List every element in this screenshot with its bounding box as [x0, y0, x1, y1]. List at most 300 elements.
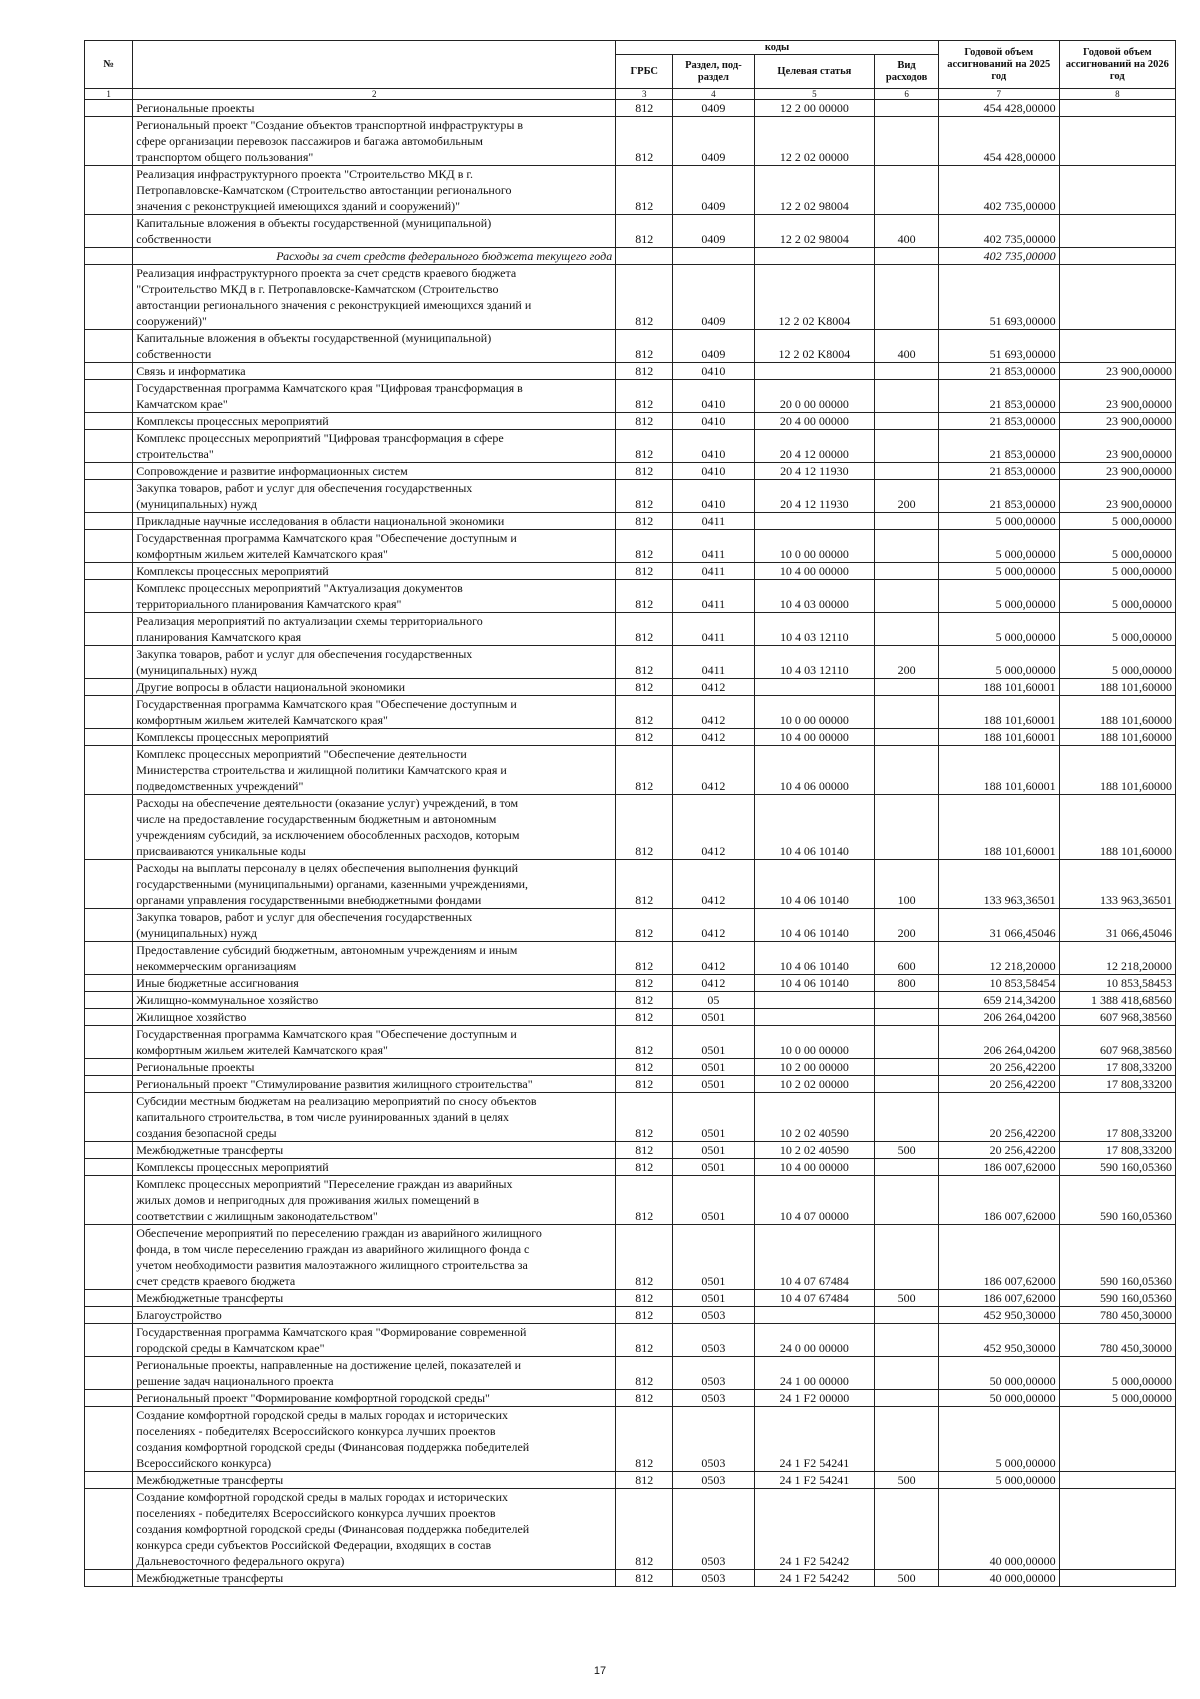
- table-row: [85, 729, 1176, 746]
- row-section-cell: 0410: [673, 380, 754, 413]
- row-name-cell: Прикладные научные исследования в области национальной экономики: [133, 513, 616, 530]
- row-grbs-cell: 812: [616, 1407, 673, 1472]
- row-target-cell: 10 0 00 00000: [754, 1026, 875, 1059]
- row-name-cell: Создание комфортной городской среды в малых городах и исторических поселениях - победителях Всероссийского конкурса лучших проектов создания комфортной городской среды (Финансовая поддержка победителей Всероссийского конкурса): [133, 1407, 616, 1472]
- row-vol-2025-cell: 186 007,62000: [938, 1290, 1059, 1307]
- table-row: [85, 1009, 1176, 1026]
- row-number-cell: [85, 1059, 133, 1076]
- row-target-cell: 10 4 06 00000: [754, 746, 875, 795]
- row-number-cell: [85, 117, 133, 166]
- row-kind-cell: [875, 729, 939, 746]
- row-vol-2025-cell: 5 000,00000: [938, 563, 1059, 580]
- row-kind-cell: 600: [875, 942, 939, 975]
- row-number-cell: [85, 330, 133, 363]
- row-kind-cell: [875, 746, 939, 795]
- row-grbs-cell: 812: [616, 330, 673, 363]
- row-number-cell: [85, 860, 133, 909]
- table-row: [85, 1489, 1176, 1570]
- row-grbs-cell: 812: [616, 860, 673, 909]
- row-section-cell: 0501: [673, 1059, 754, 1076]
- row-grbs-cell: 812: [616, 1307, 673, 1324]
- row-section-cell: 0503: [673, 1357, 754, 1390]
- row-number-cell: [85, 1324, 133, 1357]
- row-number-cell: [85, 1225, 133, 1290]
- row-name-cell: Региональный проект "Стимулирование развития жилищного строительства": [133, 1076, 616, 1093]
- row-target-cell: [754, 513, 875, 530]
- row-vol-2026-cell: [1059, 330, 1175, 363]
- row-section-cell: 0501: [673, 1290, 754, 1307]
- row-vol-2026-cell: 17 808,33200: [1059, 1059, 1175, 1076]
- row-section-cell: 0503: [673, 1390, 754, 1407]
- row-target-cell: 24 1 00 00000: [754, 1357, 875, 1390]
- row-section-cell: 0410: [673, 463, 754, 480]
- row-name-cell: Межбюджетные трансферты: [133, 1570, 616, 1587]
- row-name-cell: Региональные проекты: [133, 1059, 616, 1076]
- row-name-cell: Обеспечение мероприятий по переселению граждан из аварийного жилищного фонда, в том числе переселению граждан из аварийного жилищного фонда с учетом необходимости развития малоэтажного жилищного строительства за счет средств краевого бюджета: [133, 1225, 616, 1290]
- row-vol-2026-cell: [1059, 248, 1175, 265]
- row-section-cell: 0409: [673, 265, 754, 330]
- row-vol-2026-cell: 5 000,00000: [1059, 513, 1175, 530]
- row-name-cell: Государственная программа Камчатского края "Обеспечение доступным и комфортным жильем жителей Камчатского края": [133, 1026, 616, 1059]
- row-vol-2025-cell: 21 853,00000: [938, 380, 1059, 413]
- row-target-cell: 24 0 00 00000: [754, 1324, 875, 1357]
- col-number: 5: [754, 89, 875, 100]
- table-body: [85, 100, 1176, 1587]
- row-section-cell: 0503: [673, 1307, 754, 1324]
- row-vol-2025-cell: 188 101,60001: [938, 795, 1059, 860]
- row-grbs-cell: 812: [616, 1026, 673, 1059]
- row-target-cell: 10 4 07 67484: [754, 1290, 875, 1307]
- table-row: [85, 215, 1176, 248]
- row-kind-cell: [875, 679, 939, 696]
- row-section-cell: 0412: [673, 909, 754, 942]
- header-kind: Вид расходов: [875, 55, 939, 89]
- row-target-cell: 24 1 F2 54241: [754, 1472, 875, 1489]
- row-grbs-cell: [616, 248, 673, 265]
- row-vol-2026-cell: [1059, 100, 1175, 117]
- row-name-cell: Благоустройство: [133, 1307, 616, 1324]
- row-grbs-cell: 812: [616, 646, 673, 679]
- row-vol-2025-cell: 402 735,00000: [938, 215, 1059, 248]
- row-name-cell: Связь и информатика: [133, 363, 616, 380]
- row-vol-2025-cell: 206 264,04200: [938, 1026, 1059, 1059]
- row-number-cell: [85, 909, 133, 942]
- row-name-cell: Комплекс процессных мероприятий "Актуализация документов территориального планирования Камчатского края": [133, 580, 616, 613]
- row-target-cell: 20 0 00 00000: [754, 380, 875, 413]
- budget-document: [84, 40, 1176, 1587]
- row-vol-2026-cell: 590 160,05360: [1059, 1159, 1175, 1176]
- row-name-cell: Региональные проекты: [133, 100, 616, 117]
- table-row: [85, 563, 1176, 580]
- row-vol-2025-cell: 51 693,00000: [938, 330, 1059, 363]
- table-row: [85, 1225, 1176, 1290]
- col-number: 3: [616, 89, 673, 100]
- row-vol-2025-cell: 452 950,30000: [938, 1307, 1059, 1324]
- row-section-cell: 0409: [673, 166, 754, 215]
- table-row: [85, 413, 1176, 430]
- row-kind-cell: 200: [875, 480, 939, 513]
- row-vol-2026-cell: 188 101,60000: [1059, 696, 1175, 729]
- row-grbs-cell: 812: [616, 1472, 673, 1489]
- row-name-cell: Государственная программа Камчатского края "Обеспечение доступным и комфортным жильем жителей Камчатского края": [133, 696, 616, 729]
- row-number-cell: [85, 380, 133, 413]
- row-name-cell: Комплексы процессных мероприятий: [133, 729, 616, 746]
- row-grbs-cell: 812: [616, 513, 673, 530]
- row-kind-cell: 200: [875, 646, 939, 679]
- row-vol-2026-cell: 23 900,00000: [1059, 480, 1175, 513]
- row-number-cell: [85, 580, 133, 613]
- row-target-cell: 10 2 02 40590: [754, 1142, 875, 1159]
- row-name-cell: Межбюджетные трансферты: [133, 1290, 616, 1307]
- header-vol-2026: Годовой объем ассигнований на 2026 год: [1059, 41, 1175, 89]
- row-name-cell: Другие вопросы в области национальной экономики: [133, 679, 616, 696]
- table-row: [85, 646, 1176, 679]
- row-kind-cell: [875, 1307, 939, 1324]
- row-number-cell: [85, 1159, 133, 1176]
- row-grbs-cell: 812: [616, 463, 673, 480]
- row-name-cell: Предоставление субсидий бюджетным, автономным учреждениям и иным некоммерческим организациям: [133, 942, 616, 975]
- row-number-cell: [85, 1176, 133, 1225]
- row-vol-2025-cell: 402 735,00000: [938, 248, 1059, 265]
- row-vol-2025-cell: 21 853,00000: [938, 480, 1059, 513]
- row-grbs-cell: 812: [616, 679, 673, 696]
- row-number-cell: [85, 729, 133, 746]
- row-vol-2026-cell: 5 000,00000: [1059, 530, 1175, 563]
- row-name-cell: Капитальные вложения в объекты государственной (муниципальной) собственности: [133, 330, 616, 363]
- row-vol-2026-cell: [1059, 166, 1175, 215]
- row-kind-cell: 800: [875, 975, 939, 992]
- header-vol-2025: Годовой объем ассигнований на 2025 год: [938, 41, 1059, 89]
- row-kind-cell: [875, 513, 939, 530]
- table-row: [85, 166, 1176, 215]
- row-grbs-cell: 812: [616, 942, 673, 975]
- row-target-cell: 10 4 06 10140: [754, 942, 875, 975]
- row-vol-2025-cell: 188 101,60001: [938, 679, 1059, 696]
- row-number-cell: [85, 413, 133, 430]
- row-kind-cell: [875, 1009, 939, 1026]
- row-kind-cell: [875, 100, 939, 117]
- row-number-cell: [85, 1026, 133, 1059]
- row-number-cell: [85, 166, 133, 215]
- table-row: [85, 696, 1176, 729]
- row-number-cell: [85, 530, 133, 563]
- row-kind-cell: [875, 1324, 939, 1357]
- table-row: [85, 100, 1176, 117]
- row-kind-cell: 200: [875, 909, 939, 942]
- row-number-cell: [85, 430, 133, 463]
- row-target-cell: [754, 248, 875, 265]
- row-vol-2025-cell: 5 000,00000: [938, 580, 1059, 613]
- row-kind-cell: [875, 696, 939, 729]
- row-grbs-cell: 812: [616, 380, 673, 413]
- row-name-cell: Расходы на выплаты персоналу в целях обеспечения выполнения функций государственными (муниципальными) органами, казенными учреждениями, органами управления государственными внебюджетными фондами: [133, 860, 616, 909]
- row-vol-2026-cell: 17 808,33200: [1059, 1093, 1175, 1142]
- row-grbs-cell: 812: [616, 795, 673, 860]
- row-grbs-cell: 812: [616, 729, 673, 746]
- row-target-cell: 12 2 02 K8004: [754, 330, 875, 363]
- row-vol-2026-cell: 23 900,00000: [1059, 463, 1175, 480]
- row-section-cell: 0503: [673, 1324, 754, 1357]
- row-name-cell: Региональный проект "Создание объектов транспортной инфраструктуры в сфере организации перевозок пассажиров и багажа автомобильным транспортом общего пользования": [133, 117, 616, 166]
- col-number: 2: [133, 89, 616, 100]
- row-name-cell: Комплексы процессных мероприятий: [133, 563, 616, 580]
- row-vol-2026-cell: [1059, 215, 1175, 248]
- row-vol-2026-cell: 17 808,33200: [1059, 1076, 1175, 1093]
- row-vol-2025-cell: 186 007,62000: [938, 1159, 1059, 1176]
- row-name-cell: Иные бюджетные ассигнования: [133, 975, 616, 992]
- row-number-cell: [85, 696, 133, 729]
- row-number-cell: [85, 480, 133, 513]
- row-kind-cell: [875, 795, 939, 860]
- row-kind-cell: 500: [875, 1142, 939, 1159]
- row-section-cell: 0412: [673, 942, 754, 975]
- row-vol-2025-cell: 402 735,00000: [938, 166, 1059, 215]
- row-section-cell: 05: [673, 992, 754, 1009]
- row-vol-2025-cell: 50 000,00000: [938, 1390, 1059, 1407]
- row-number-cell: [85, 1093, 133, 1142]
- row-number-cell: [85, 513, 133, 530]
- row-target-cell: 12 2 02 K8004: [754, 265, 875, 330]
- row-vol-2026-cell: 590 160,05360: [1059, 1290, 1175, 1307]
- row-number-cell: [85, 1290, 133, 1307]
- row-name-cell: Межбюджетные трансферты: [133, 1142, 616, 1159]
- row-target-cell: 10 4 00 00000: [754, 1159, 875, 1176]
- row-name-cell: Комплекс процессных мероприятий "Цифровая трансформация в сфере строительства": [133, 430, 616, 463]
- row-vol-2026-cell: 5 000,00000: [1059, 1357, 1175, 1390]
- row-section-cell: [673, 248, 754, 265]
- row-vol-2026-cell: 133 963,36501: [1059, 860, 1175, 909]
- row-name-cell: Жилищно-коммунальное хозяйство: [133, 992, 616, 1009]
- row-number-cell: [85, 1142, 133, 1159]
- row-kind-cell: [875, 1076, 939, 1093]
- row-vol-2026-cell: [1059, 1489, 1175, 1570]
- table-row: [85, 679, 1176, 696]
- row-number-cell: [85, 992, 133, 1009]
- row-target-cell: 20 4 00 00000: [754, 413, 875, 430]
- table-row: [85, 480, 1176, 513]
- row-name-cell: Комплекс процессных мероприятий "Обеспечение деятельности Министерства строительства и жилищной политики Камчатского края и подведомственных учреждений": [133, 746, 616, 795]
- row-vol-2026-cell: 23 900,00000: [1059, 413, 1175, 430]
- row-target-cell: [754, 1307, 875, 1324]
- column-numbers-row: [85, 89, 1176, 100]
- row-target-cell: 10 2 02 00000: [754, 1076, 875, 1093]
- row-vol-2025-cell: 133 963,36501: [938, 860, 1059, 909]
- row-grbs-cell: 812: [616, 166, 673, 215]
- row-grbs-cell: 812: [616, 215, 673, 248]
- budget-table: [84, 40, 1176, 1587]
- row-grbs-cell: 812: [616, 563, 673, 580]
- row-target-cell: 10 2 02 40590: [754, 1093, 875, 1142]
- row-target-cell: 10 4 06 10140: [754, 975, 875, 992]
- row-vol-2026-cell: [1059, 265, 1175, 330]
- row-section-cell: 0411: [673, 530, 754, 563]
- row-grbs-cell: 812: [616, 480, 673, 513]
- row-name-cell: Государственная программа Камчатского края "Обеспечение доступным и комфортным жильем жителей Камчатского края": [133, 530, 616, 563]
- row-name-cell: Комплексы процессных мероприятий: [133, 413, 616, 430]
- header-no: №: [85, 41, 133, 89]
- row-vol-2026-cell: 780 450,30000: [1059, 1307, 1175, 1324]
- table-row: [85, 909, 1176, 942]
- row-name-cell: Расходы на обеспечение деятельности (оказание услуг) учреждений, в том числе на предоставление государственным бюджетным и автономным учреждениям субсидий, за исключением обособленных расходов, которым присваиваются уникальные коды: [133, 795, 616, 860]
- page-number: 17: [593, 1665, 607, 1677]
- row-number-cell: [85, 363, 133, 380]
- row-kind-cell: [875, 1176, 939, 1225]
- row-vol-2026-cell: 17 808,33200: [1059, 1142, 1175, 1159]
- row-target-cell: 10 4 03 12110: [754, 613, 875, 646]
- row-kind-cell: [875, 413, 939, 430]
- row-section-cell: 0412: [673, 975, 754, 992]
- table-row: [85, 860, 1176, 909]
- table-row: [85, 530, 1176, 563]
- row-grbs-cell: 812: [616, 430, 673, 463]
- row-kind-cell: [875, 1357, 939, 1390]
- row-kind-cell: [875, 1093, 939, 1142]
- table-row: [85, 463, 1176, 480]
- row-grbs-cell: 812: [616, 1225, 673, 1290]
- row-number-cell: [85, 1472, 133, 1489]
- row-section-cell: 0411: [673, 646, 754, 679]
- row-vol-2025-cell: 21 853,00000: [938, 413, 1059, 430]
- row-vol-2025-cell: 186 007,62000: [938, 1225, 1059, 1290]
- row-kind-cell: [875, 1407, 939, 1472]
- row-number-cell: [85, 795, 133, 860]
- row-vol-2026-cell: 188 101,60000: [1059, 795, 1175, 860]
- row-section-cell: 0409: [673, 330, 754, 363]
- row-kind-cell: [875, 1225, 939, 1290]
- row-number-cell: [85, 942, 133, 975]
- row-kind-cell: [875, 992, 939, 1009]
- row-name-cell: Реализация мероприятий по актуализации схемы территориального планирования Камчатского края: [133, 613, 616, 646]
- row-vol-2025-cell: 20 256,42200: [938, 1142, 1059, 1159]
- row-vol-2025-cell: 20 256,42200: [938, 1076, 1059, 1093]
- table-row: [85, 1472, 1176, 1489]
- row-grbs-cell: 812: [616, 413, 673, 430]
- header-section: Раздел, под-раздел: [673, 55, 754, 89]
- row-target-cell: 20 4 12 00000: [754, 430, 875, 463]
- row-vol-2025-cell: 40 000,00000: [938, 1570, 1059, 1587]
- table-row: [85, 1390, 1176, 1407]
- row-vol-2025-cell: 20 256,42200: [938, 1059, 1059, 1076]
- row-vol-2026-cell: 188 101,60000: [1059, 729, 1175, 746]
- table-row: [85, 330, 1176, 363]
- row-section-cell: 0409: [673, 117, 754, 166]
- row-target-cell: 10 4 06 10140: [754, 795, 875, 860]
- row-vol-2025-cell: 452 950,30000: [938, 1324, 1059, 1357]
- row-target-cell: 20 4 12 11930: [754, 463, 875, 480]
- row-number-cell: [85, 1489, 133, 1570]
- row-section-cell: 0412: [673, 795, 754, 860]
- row-grbs-cell: 812: [616, 1357, 673, 1390]
- row-grbs-cell: 812: [616, 1059, 673, 1076]
- row-target-cell: 10 0 00 00000: [754, 696, 875, 729]
- row-grbs-cell: 812: [616, 580, 673, 613]
- row-target-cell: 10 4 07 00000: [754, 1176, 875, 1225]
- row-section-cell: 0501: [673, 1093, 754, 1142]
- row-name-cell: Закупка товаров, работ и услуг для обеспечения государственных (муниципальных) нужд: [133, 480, 616, 513]
- row-vol-2025-cell: 5 000,00000: [938, 1407, 1059, 1472]
- row-name-cell: Государственная программа Камчатского края "Цифровая трансформация в Камчатском крае": [133, 380, 616, 413]
- table-row: [85, 1142, 1176, 1159]
- row-vol-2025-cell: 5 000,00000: [938, 513, 1059, 530]
- col-number: 8: [1059, 89, 1175, 100]
- row-name-cell: Государственная программа Камчатского края "Формирование современной городской среды в Камчатском крае": [133, 1324, 616, 1357]
- row-grbs-cell: 812: [616, 1390, 673, 1407]
- row-kind-cell: [875, 248, 939, 265]
- row-grbs-cell: 812: [616, 100, 673, 117]
- row-vol-2026-cell: [1059, 1407, 1175, 1472]
- row-grbs-cell: 812: [616, 975, 673, 992]
- row-section-cell: 0412: [673, 729, 754, 746]
- row-vol-2025-cell: 5 000,00000: [938, 613, 1059, 646]
- row-vol-2026-cell: 607 968,38560: [1059, 1009, 1175, 1026]
- row-section-cell: 0409: [673, 100, 754, 117]
- row-vol-2025-cell: 186 007,62000: [938, 1176, 1059, 1225]
- row-vol-2026-cell: [1059, 1570, 1175, 1587]
- row-vol-2025-cell: 188 101,60001: [938, 696, 1059, 729]
- row-target-cell: [754, 1009, 875, 1026]
- row-name-cell: Капитальные вложения в объекты государственной (муниципальной) собственности: [133, 215, 616, 248]
- row-section-cell: 0501: [673, 1159, 754, 1176]
- row-number-cell: [85, 1390, 133, 1407]
- row-vol-2026-cell: 607 968,38560: [1059, 1026, 1175, 1059]
- row-vol-2025-cell: 20 256,42200: [938, 1093, 1059, 1142]
- table-row: [85, 380, 1176, 413]
- row-section-cell: 0412: [673, 746, 754, 795]
- row-section-cell: 0411: [673, 613, 754, 646]
- row-kind-cell: [875, 530, 939, 563]
- row-grbs-cell: 812: [616, 363, 673, 380]
- table-row: [85, 1407, 1176, 1472]
- row-vol-2026-cell: 188 101,60000: [1059, 746, 1175, 795]
- row-kind-cell: [875, 1390, 939, 1407]
- row-vol-2025-cell: 51 693,00000: [938, 265, 1059, 330]
- row-kind-cell: [875, 166, 939, 215]
- header-target: Целевая статья: [754, 55, 875, 89]
- row-name-cell: Реализация инфраструктурного проекта за счет средств краевого бюджета "Строительство МКД в г. Петропавловске-Камчатском (Строительство автостанции регионального значения с реконструкцией имеющихся зданий и сооружений)": [133, 265, 616, 330]
- row-kind-cell: [875, 265, 939, 330]
- row-kind-cell: [875, 563, 939, 580]
- row-name-cell: Региональные проекты, направленные на достижение целей, показателей и решение задач национального проекта: [133, 1357, 616, 1390]
- row-kind-cell: [875, 430, 939, 463]
- table-row: [85, 1307, 1176, 1324]
- row-section-cell: 0501: [673, 1225, 754, 1290]
- col-number: 6: [875, 89, 939, 100]
- row-target-cell: [754, 992, 875, 1009]
- table-row: [85, 613, 1176, 646]
- row-vol-2026-cell: 780 450,30000: [1059, 1324, 1175, 1357]
- row-number-cell: [85, 1570, 133, 1587]
- row-number-cell: [85, 248, 133, 265]
- row-name-cell: Расходы за счет средств федерального бюджета текущего года: [133, 248, 616, 265]
- row-kind-cell: [875, 580, 939, 613]
- table-row: [85, 975, 1176, 992]
- header-grbs: ГРБС: [616, 55, 673, 89]
- table-row: [85, 363, 1176, 380]
- row-target-cell: 12 2 02 00000: [754, 117, 875, 166]
- table-row: [85, 942, 1176, 975]
- row-section-cell: 0501: [673, 1142, 754, 1159]
- row-number-cell: [85, 679, 133, 696]
- table-row: [85, 430, 1176, 463]
- table-row: [85, 795, 1176, 860]
- row-name-cell: Закупка товаров, работ и услуг для обеспечения государственных (муниципальных) нужд: [133, 646, 616, 679]
- row-number-cell: [85, 463, 133, 480]
- row-vol-2026-cell: 10 853,58453: [1059, 975, 1175, 992]
- row-section-cell: 0411: [673, 580, 754, 613]
- row-kind-cell: [875, 613, 939, 646]
- table-row: [85, 580, 1176, 613]
- row-kind-cell: [875, 463, 939, 480]
